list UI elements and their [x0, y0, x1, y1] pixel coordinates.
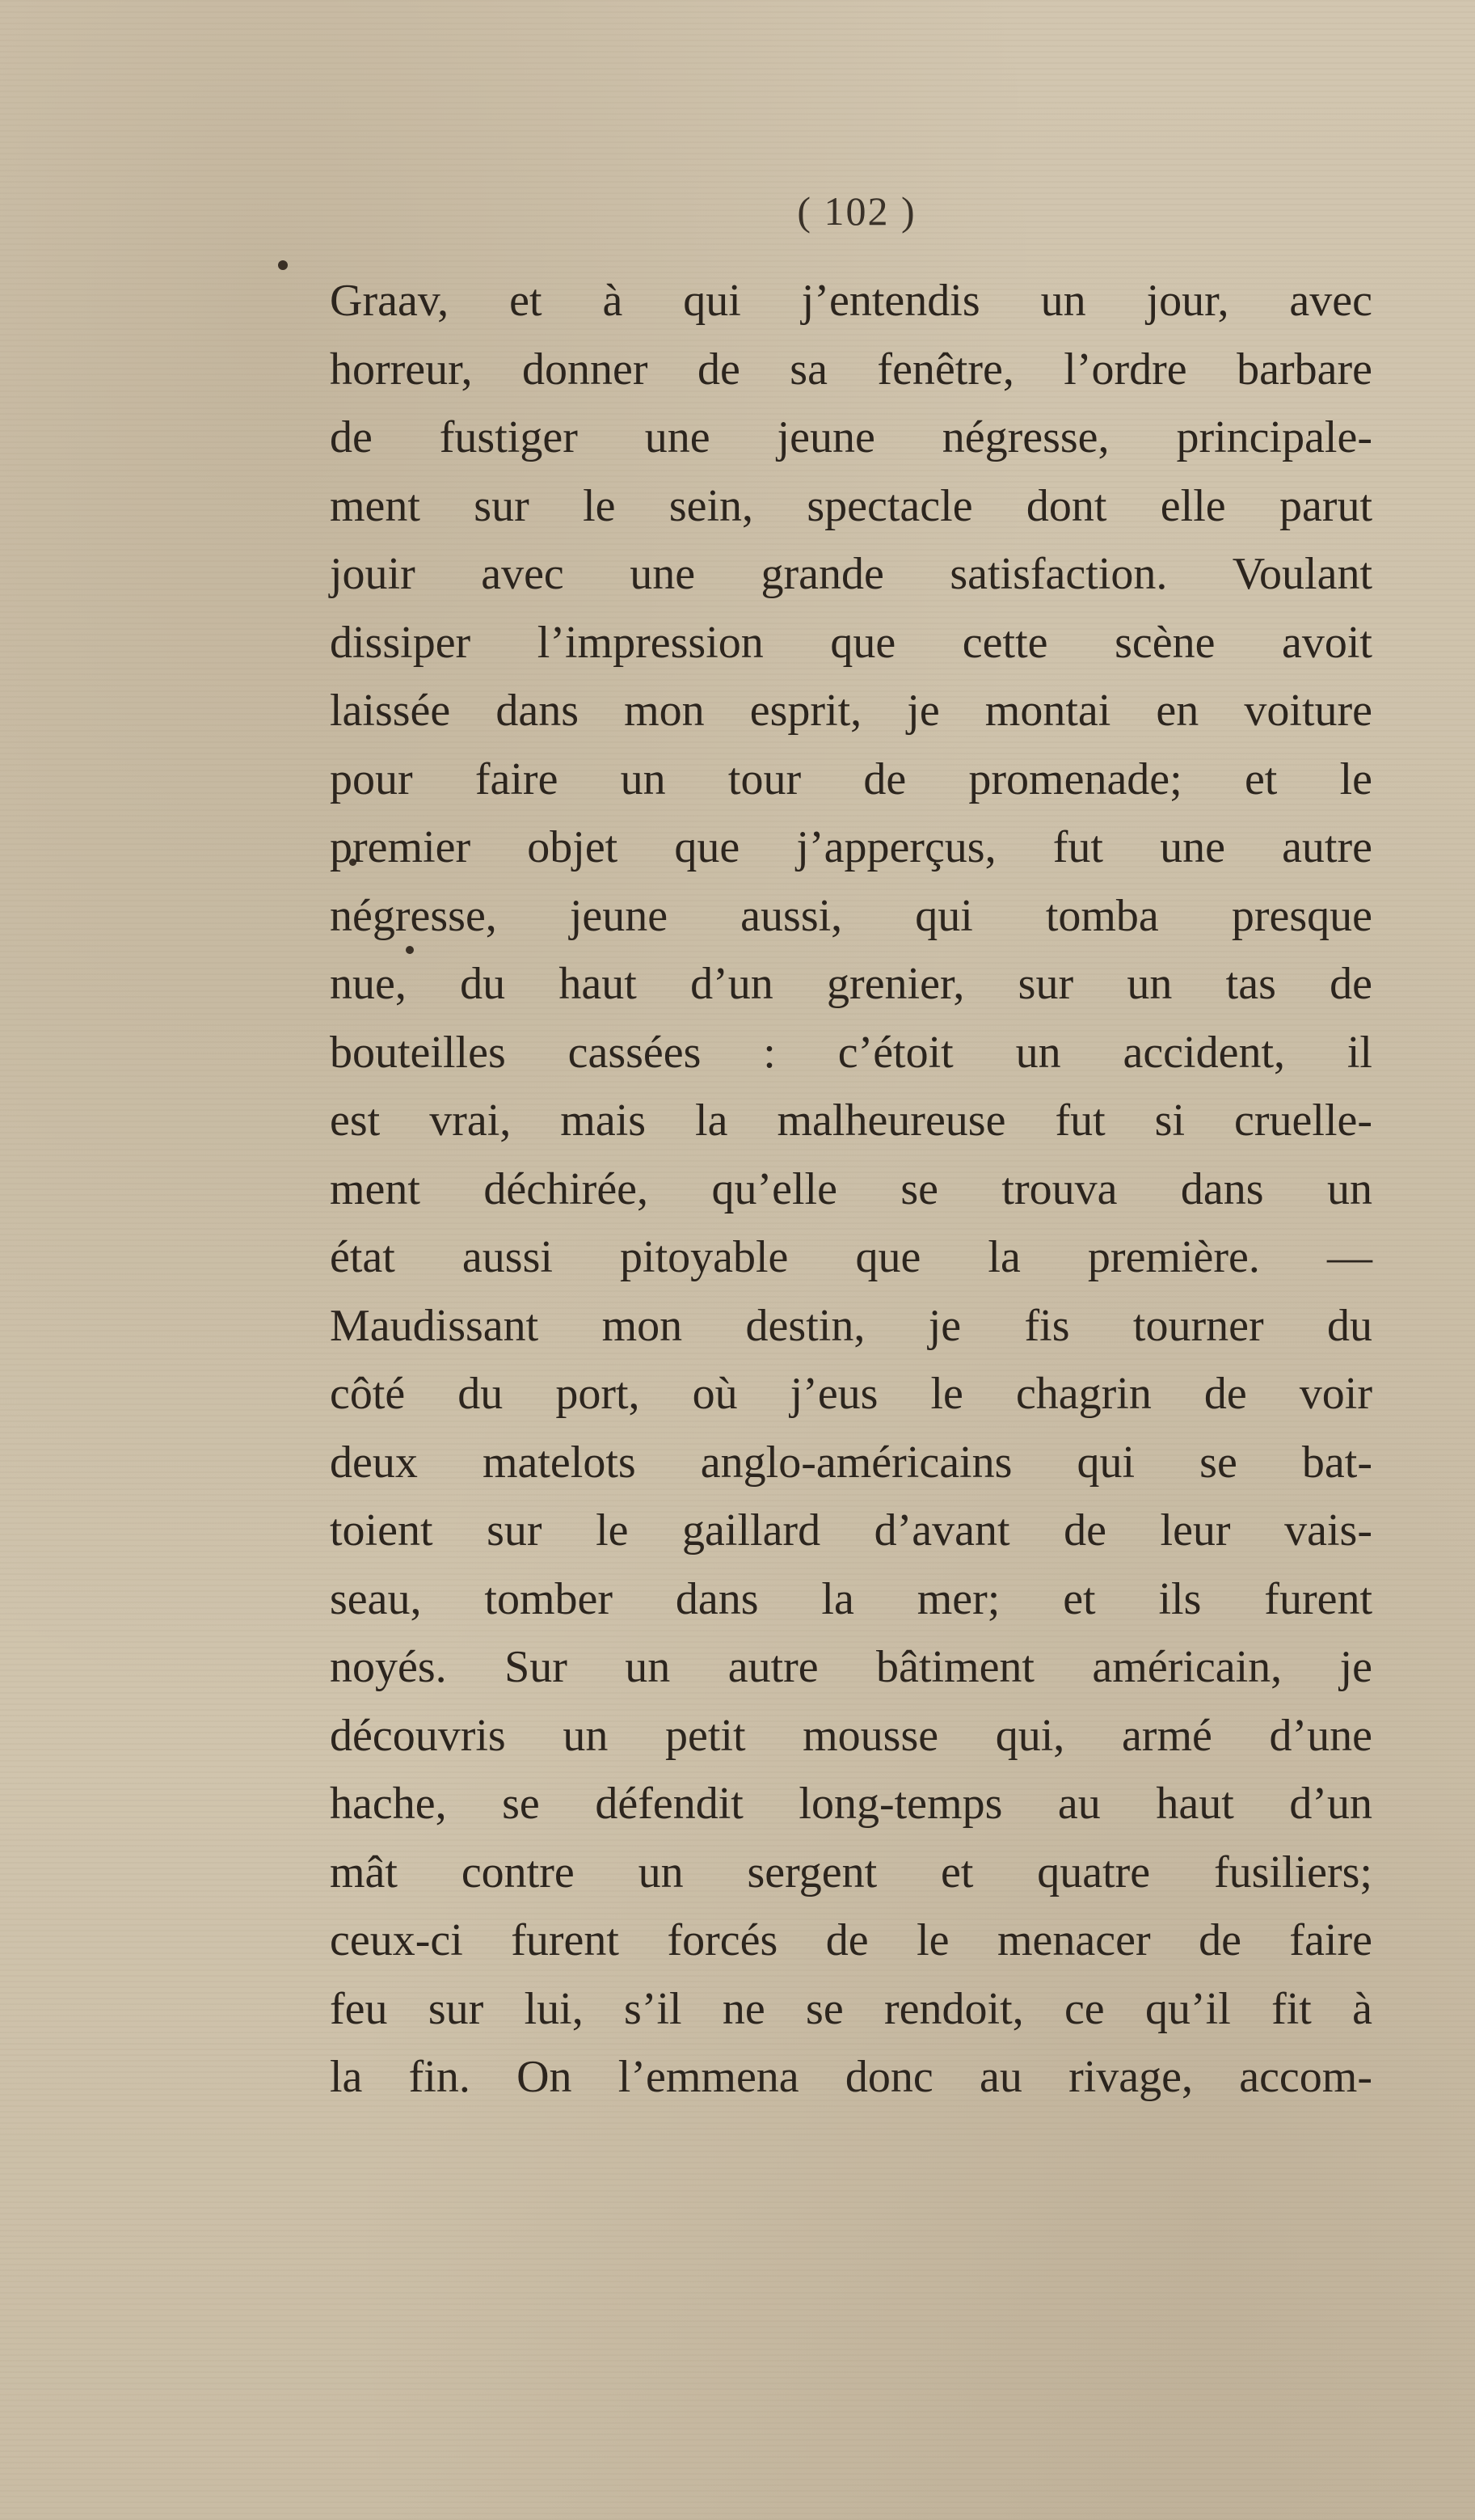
text-line: pour faire un tour de promenade; et le: [330, 753, 1372, 804]
text-line: noyés. Sur un autre bâtiment américain, je: [330, 1642, 1372, 1692]
text-line: toient sur le gaillard d’avant de leur vais-: [330, 1505, 1372, 1555]
text-line: Maudissant mon destin, je fis tourner du: [330, 1300, 1372, 1351]
text-line: ceux-ci furent forcés de le menacer de faire: [330, 1915, 1372, 1965]
body-text: [330, 267, 1372, 2112]
ink-speck: [278, 260, 288, 270]
text-line: mât contre un sergent et quatre fusiliers;: [330, 1847, 1372, 1897]
text-line: ment déchirée, qu’elle se trouva dans un: [330, 1163, 1372, 1214]
text-line: la fin. On l’emmena donc au rivage, accom-: [330, 2052, 1372, 2102]
text-line: horreur, donner de sa fenêtre, l’ordre barbare: [330, 344, 1372, 395]
text-line: feu sur lui, s’il ne se rendoit, ce qu’il fit à: [330, 1983, 1372, 2034]
text-line: est vrai, mais la malheureuse fut si cruelle-: [330, 1095, 1372, 1146]
text-line: hache, se défendit long-temps au haut d’un: [330, 1779, 1372, 1829]
text-line: ment sur le sein, spectacle dont elle parut: [330, 480, 1372, 531]
text-line: Graav, et à qui j’entendis un jour, avec: [330, 276, 1372, 326]
page-number: ( 102 ): [797, 188, 917, 234]
text-line: négresse, jeune aussi, qui tomba presque: [330, 890, 1372, 941]
text-line: état aussi pitoyable que la première. —: [330, 1232, 1372, 1282]
text-line: découvris un petit mousse qui, armé d’une: [330, 1710, 1372, 1761]
text-line: laissée dans mon esprit, je montai en voiture: [330, 686, 1372, 736]
text-line: côté du port, où j’eus le chagrin de voir: [330, 1369, 1372, 1419]
text-line: nue, du haut d’un grenier, sur un tas de: [330, 959, 1372, 1009]
text-line: seau, tomber dans la mer; et ils furent: [330, 1573, 1372, 1624]
text-line: deux matelots anglo-américains qui se bat-: [330, 1437, 1372, 1488]
text-line: premier objet que j’apperçus, fut une autre: [330, 822, 1372, 872]
text-line: de fustiger une jeune négresse, principale-: [330, 412, 1372, 462]
text-line: dissiper l’impression que cette scène avoit: [330, 617, 1372, 668]
text-line: bouteilles cassées : c’étoit un accident, il: [330, 1027, 1372, 1078]
text-line: jouir avec une grande satisfaction. Voulant: [330, 549, 1372, 599]
